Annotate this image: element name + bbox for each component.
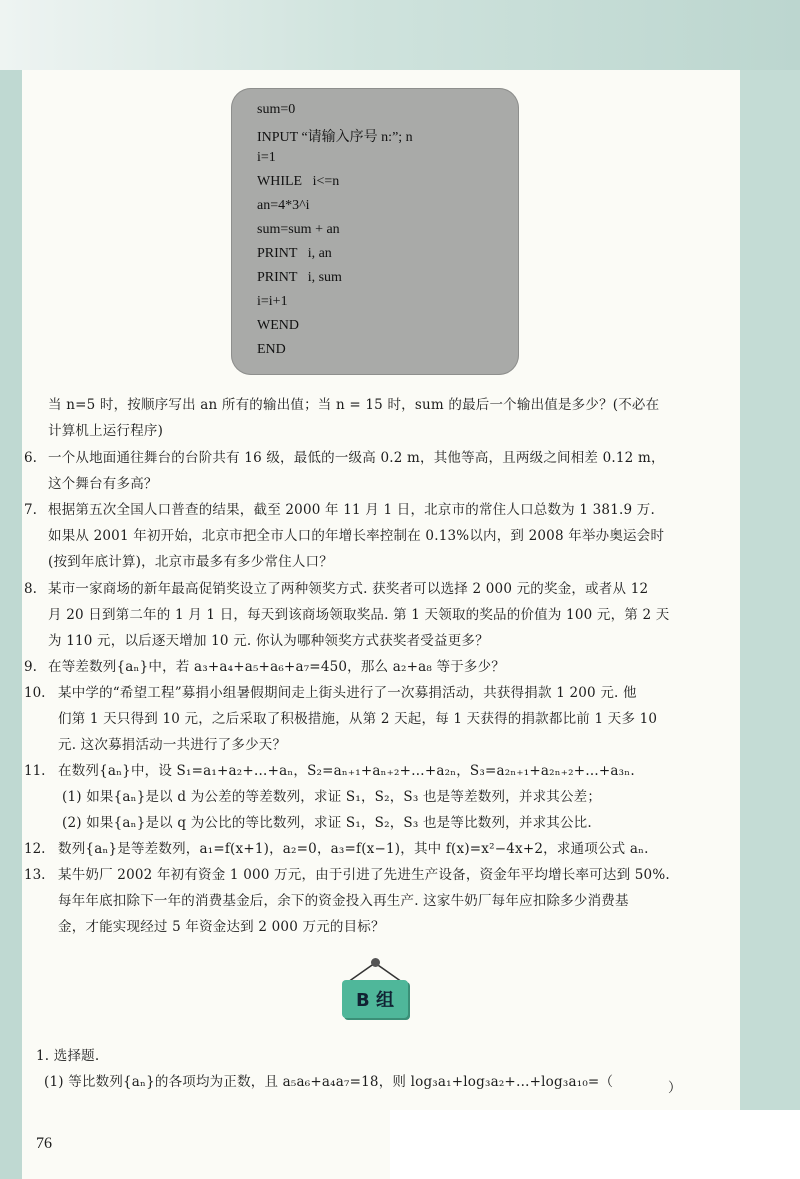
problem-11-text: 在数列{aₙ}中，设 S₁=a₁+a₂+…+aₙ，S₂=aₙ₊₁+aₙ₊₂+…+a₂ₙ，S₃=a₂ₙ₊₁+a₂ₙ₊₂+…+a₃ₙ. (58, 763, 635, 779)
problem-number: 9. (24, 659, 37, 675)
problem-6-text: 这个舞台有多高？ (48, 476, 158, 492)
page-number: 76 (36, 1135, 52, 1152)
bgroup-question-1-1: (1) 等比数列{aₙ}的各项均为正数，且 a₅a₆+a₄a₇=18，则 log₃a₁+log₃a₂+…+log₃a₁₀=（ (44, 1074, 614, 1090)
problem-7-text: (按到年底计算)，北京市最多有多少常住人口？ (48, 554, 333, 570)
problem-11-part-2: (2) 如果{aₙ}是以 q 为公比的等比数列，求证 S₁，S₂，S₃ 也是等比数列，并求其公比. (62, 815, 592, 831)
problem-10-text: 某中学的“希望工程”募捐小组暑假期间走上街头进行了一次募捐活动，共获得捐款 1 200 元. 他 (58, 685, 637, 701)
top-decor-band (0, 0, 800, 70)
problem-8-text: 为 110 元，以后逐天增加 10 元. 你认为哪种领奖方式获奖者受益更多？ (48, 633, 489, 649)
page-bottom-margin (390, 1110, 800, 1179)
problem-10-text: 们第 1 天只得到 10 元，之后采取了积极措施，从第 2 天起，每 1 天获得的捐款都比前 1 天多 10 (58, 711, 658, 727)
code-line: sum=sum + an (257, 222, 340, 237)
code-line: PRINT i, an (257, 246, 332, 261)
problem-8-text: 月 20 日到第二年的 1 月 1 日，每天到该商场领取奖品. 第 1 天领取的奖品的价值为 100 元，第 2 天 (48, 607, 670, 623)
problem-7-text: 根据第五次全国人口普查的结果，截至 2000 年 11 月 1 日，北京市的常住人口总数为 1 381.9 万. (48, 502, 655, 518)
problem-number: 13. (24, 867, 46, 883)
code-line: PRINT i, sum (257, 270, 342, 285)
problem-number: 8. (24, 581, 37, 597)
problem-12-text: 数列{aₙ}是等差数列，a₁=f(x+1)，a₂=0，a₃=f(x−1)，其中 f(x)=x²−4x+2，求通项公式 aₙ. (58, 841, 649, 857)
problem-number: 7. (24, 502, 37, 518)
code-line: i=i+1 (257, 294, 288, 309)
left-decor-band (0, 70, 22, 1179)
code-line: an=4*3^i (257, 198, 310, 213)
nail-icon (371, 958, 380, 967)
code-line: sum=0 (257, 102, 296, 117)
problem-6-text: 一个从地面通往舞台的台阶共有 16 级，最低的一级高 0.2 m，其他等高，且两级之间相差 0.12 m， (48, 450, 665, 466)
right-decor-band (740, 70, 800, 1110)
problem-11-part-1: (1) 如果{aₙ}是以 d 为公差的等差数列，求证 S₁，S₂，S₃ 也是等差数列，并求其公差； (62, 789, 602, 805)
bgroup-question-1: 1. 选择题. (36, 1048, 100, 1064)
code-line: i=1 (257, 150, 276, 165)
problem-number: 11. (24, 763, 46, 779)
answer-blank: ） (668, 1080, 682, 1096)
code-block (231, 88, 519, 375)
section-label: B 组 (342, 980, 408, 1018)
code-line: WHILE i<=n (257, 174, 340, 189)
problem-13-text: 每年年底扣除下一年的消费基金后，余下的资金投入再生产. 这家牛奶厂每年应扣除多少消费基 (58, 893, 629, 909)
problem-13-text: 某牛奶厂 2002 年初有资金 1 000 万元，由于引进了先进生产设备，资金年平均增长率可达到 50%. (58, 867, 670, 883)
problem-13-text: 金，才能实现经过 5 年资金达到 2 000 万元的目标？ (58, 919, 385, 935)
problem-number: 10. (24, 685, 46, 701)
code-line: WEND (257, 318, 299, 333)
problem-8-text: 某市一家商场的新年最高促销奖设立了两种领奖方式. 获奖者可以选择 2 000 元的奖金，或者从 12 (48, 581, 649, 597)
code-line: INPUT “请输入序号 n:”; n (257, 130, 413, 145)
section-sign (330, 958, 430, 1028)
problem-10-text: 元. 这次募捐活动一共进行了多少天？ (58, 737, 287, 753)
problem-9-text: 在等差数列{aₙ}中，若 a₃+a₄+a₅+a₆+a₇=450，那么 a₂+a₈ 等于多少？ (48, 659, 505, 675)
code-line: END (257, 342, 286, 357)
problem-5-text: 当 n=5 时，按顺序写出 an 所有的输出值；当 n = 15 时，sum 的最后一个输出值是多少？(不必在 (48, 397, 660, 413)
problem-number: 12. (24, 841, 46, 857)
problem-5-text: 计算机上运行程序) (48, 423, 164, 439)
problem-number: 6. (24, 450, 37, 466)
problem-7-text: 如果从 2001 年初开始，北京市把全市人口的年增长率控制在 0.13%以内，到 2008 年举办奥运会时 (48, 528, 665, 544)
